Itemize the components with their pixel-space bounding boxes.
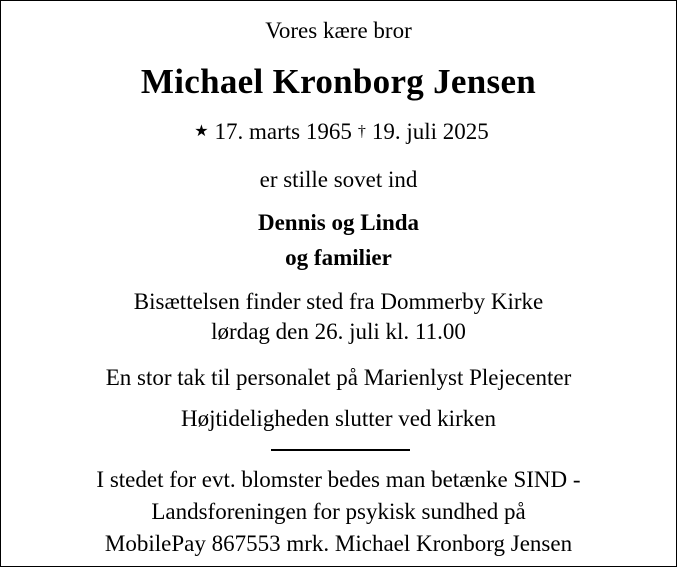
death-date: 19. juli 2025 [371, 119, 489, 144]
life-dates [1, 119, 676, 145]
ceremony-end-text: Højtideligheden slutter ved kirken [181, 406, 496, 431]
family-names: Dennis og Linda [257, 210, 420, 235]
birth-date: 17. marts 1965 [214, 119, 352, 144]
intro-text: Vores kære bror [265, 18, 412, 43]
deceased-name: Michael Kronborg Jensen [140, 62, 537, 101]
cross-icon: † [357, 123, 366, 140]
family-extended: og familier [285, 245, 392, 270]
passed-away-text: er stille sovet ind [259, 167, 418, 192]
donation-text-line-3: MobilePay 867553 mrk. Michael Kronborg Jensen [104, 531, 573, 556]
divider [271, 449, 410, 451]
star-icon: ★ [194, 123, 209, 140]
funeral-time: lørdag den 26. juli kl. 11.00 [211, 319, 466, 344]
funeral-location: Bisættelsen finder sted fra Dommerby Kirke [133, 289, 544, 314]
donation-text-line-1: I stedet for evt. blomster bedes man betænke SIND - [96, 467, 581, 492]
thanks-text: En stor tak til personalet på Marienlyst Plejecenter [105, 365, 572, 390]
donation-text-line-2: Landsforeningen for psykisk sundhed på [151, 499, 526, 524]
